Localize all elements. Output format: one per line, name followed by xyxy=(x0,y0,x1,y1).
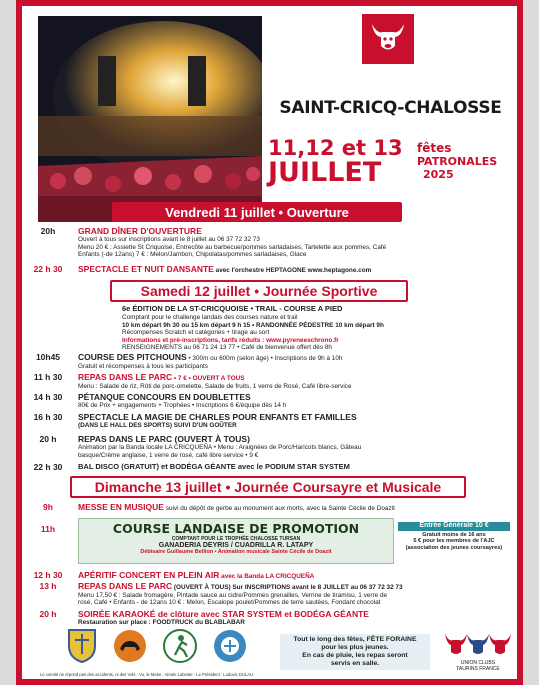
fetes-line3: 2025 xyxy=(423,168,454,181)
bull-head-icon xyxy=(369,20,407,59)
entry-line: 5 € pour les membres de l'AJC xyxy=(413,538,495,545)
bull-silhouette-icon xyxy=(113,629,147,668)
event-time: 13 h xyxy=(39,581,57,591)
event-line: 10 km départ 9h 30 ou 15 km départ 9 h 15 • RANDONNÉE PÉDESTRE 10 km départ 9h xyxy=(122,321,384,329)
event-line: basque/Crème anglaise, 1 verre de rosé, café libre service • 9 € xyxy=(78,451,259,459)
event-title: SOIRÉE KARAOKÉ de clôture avec STAR SYSTEM et BODÉGA GÉANTE xyxy=(78,609,369,619)
event-line: Récompenses Scratch et catégories + tirage au sort xyxy=(122,329,270,337)
course-landaise-box xyxy=(78,518,394,564)
rain-line3: En cas de pluie, les repas seront xyxy=(302,652,408,659)
event-time: 22 h 30 xyxy=(33,264,63,274)
event-time: 20 h xyxy=(39,609,57,619)
sports-club-icon xyxy=(213,629,247,668)
event-line: Menu : Salade de riz, Rôti de porc-omelette, Salade de fruits, 1 verre de Rosé, Café libre-service xyxy=(78,382,352,390)
friday-banner: Vendredi 11 juillet • Ouverture xyxy=(112,202,402,222)
promo-credits: Débisaire Guillaume Bellion • Animation musicale Sainte Cécile de Doazit xyxy=(140,549,332,555)
event-title: REPAS DANS LE PARC xyxy=(78,581,173,591)
event-title: BAL DISCO (GRATUIT) et BODÉGA GÉANTE avec le PODIUM STAR SYSTEM xyxy=(78,462,350,471)
event-line: rosé, Café • Enfants - de 12ans 10 € : Melon, Escalope poulet/Pommes de terre sautées, Fondant chocolat xyxy=(78,599,381,607)
rain-line1: Tout le long des fêtes, FÊTE FORAINE xyxy=(293,636,417,643)
footer-legal: Le comité ne répond pas des accidents, ni des Vols - Vu, le Maire : Aimée Labeste - Le Président : Ludovic DULAU xyxy=(40,672,254,677)
event-time: 16 h 30 xyxy=(33,412,63,422)
event-line: suivi du dépôt de gerbe au monument aux morts, avec la Sainte Cécile de Doazit xyxy=(165,505,395,512)
uct-line1: UNION CLUBS xyxy=(460,660,496,666)
sponsor-logos xyxy=(52,628,262,668)
uct-logo xyxy=(442,630,514,672)
event-title: GRAND DÎNER D'OUVERTURE xyxy=(78,226,202,236)
event-time: 20 h xyxy=(39,434,57,444)
promo-title: COURSE LANDAISE DE PROMOTION xyxy=(112,521,360,536)
event-title: REPAS DANS LE PARC xyxy=(78,372,173,382)
event-time: 9h xyxy=(43,502,53,512)
fetes-line2: PATRONALES xyxy=(417,155,498,168)
event-time: 12 h 30 xyxy=(33,570,63,580)
event-line: Menu 20 € : Assiette St Criquoise, Entrecôte au barbecue/pommes sarladaises, Tartelette aux pommes, Café xyxy=(78,243,387,251)
event-line: Gratuit et récompenses à tous les participants xyxy=(78,362,209,370)
event-line: • 7 € • OUVERT A TOUS xyxy=(173,375,245,382)
event-title: MESSE EN MUSIQUE xyxy=(78,502,164,512)
town-crest-icon xyxy=(67,628,97,669)
event-time: 10h45 xyxy=(35,352,61,362)
uct-line2: TAURINS FRANCE xyxy=(456,665,500,672)
bull-logo xyxy=(362,14,414,64)
poster-sheet xyxy=(22,6,517,679)
event-line: Comptant pour le challenge landais des courses nature et trail xyxy=(122,314,298,321)
event-time: 14 h 30 xyxy=(33,392,63,402)
event-title: COURSE DES PITCHOUNS xyxy=(78,352,187,362)
event-line: (DANS LE HALL DES SPORTS) SUIVI D'UN GOÛTER xyxy=(78,422,237,429)
entry-price-box xyxy=(398,522,510,551)
event-line: Menu 17,50 € : Salade fromagère, Pintade sauce au cidre/Pommes grenailles, Verrine de tiramisu, 1 verre de xyxy=(78,591,388,599)
fetes-title xyxy=(417,142,497,181)
event-title: SPECTACLE ET NUIT DANSANTE xyxy=(78,264,214,274)
sunday-banner: Dimanche 13 juillet • Journée Coursayre et Musicale xyxy=(70,476,466,498)
event-line: (OUVERT À TOUS) Sur INSCRIPTIONS avant le 8 JUILLET au 06 37 72 32 73 xyxy=(173,584,403,591)
event-title: APÉRITIF CONCERT EN PLEIN AIR xyxy=(78,570,220,580)
event-line: Informations et pré-inscriptions, tarifs réduits : www.pyreneeschrono.fr xyxy=(122,336,339,344)
event-title: REPAS DANS LE PARC (OUVERT À TOUS) xyxy=(78,434,250,444)
event-time: 11h xyxy=(40,524,56,534)
concert-photo xyxy=(38,16,262,222)
event-line: avec la Banda LA CRICQUEÑA xyxy=(221,573,315,580)
event-title: PÉTANQUE CONCOURS EN DOUBLETTES xyxy=(78,392,251,402)
rain-notice xyxy=(280,634,430,670)
event-line: Animation par la Banda locale LA CRICQUEÑA • Menu : Araignées de Porc/Haricots blancs, Gâteau xyxy=(78,444,362,451)
dates-days: 11,12 et 13 xyxy=(268,136,403,160)
uct-bulls-icon xyxy=(443,643,513,660)
promo-sub: COMPTANT POUR LE TROPHÉE CHALOSSE TURSAN xyxy=(171,536,301,542)
event-line: Restauration sur place : FOODTRUCK du BLABLABAR xyxy=(78,619,245,626)
festival-dates xyxy=(268,138,403,187)
event-line: 80€ de Prix + engagements + Trophées • Inscriptions 6 €/équipe dès 14 h xyxy=(78,402,287,409)
event-time: 11 h 30 xyxy=(33,372,63,382)
event-line: Enfants (-de 12ans) 7 € : Melon/Jambon, Chipolatas/pommes sarladaises, Glace xyxy=(78,251,307,259)
saturday-banner: Samedi 12 juillet • Journée Sportive xyxy=(110,280,408,302)
town-name: SAINT-CRICQ-CHALOSSE xyxy=(279,98,502,118)
event-time: 20h xyxy=(40,226,56,236)
event-title: SPECTACLE LA MAGIE DE CHARLES POUR ENFANTS ET FAMILLES xyxy=(78,412,357,422)
promo-ganaderia: GANADERIA DEYRIS / CUADRILLA R. LATAPY xyxy=(158,542,314,549)
fetes-line1: fêtes xyxy=(417,141,452,155)
trail-runner-icon xyxy=(163,629,197,668)
rain-line4: servis en salle. xyxy=(330,660,380,667)
rain-line2: pour les plus jeunes. xyxy=(321,644,389,651)
event-line: • 300m ou 600m (selon âge) • Inscriptions de 9h à 10h xyxy=(188,355,343,362)
entry-line: (association des jeunes coursayres) xyxy=(405,544,503,551)
event-time: 22 h 30 xyxy=(33,462,63,472)
event-title: 6e ÉDITION DE LA ST-CRICQUOISE • TRAIL - COURSE A PIED xyxy=(122,304,343,313)
dates-month: JUILLET xyxy=(268,157,382,188)
entry-head: Entrée Générale 10 € xyxy=(398,522,510,531)
event-line: avec l'orchestre HEPTAGONE www.heptagone.com xyxy=(215,267,372,274)
event-line: RENSEIGNEMENTS au 06 71 24 13 77 • Café de bienvenue offert dès 8h xyxy=(122,344,332,352)
poster-frame xyxy=(16,0,523,685)
entry-line: Gratuit moins de 16 ans xyxy=(422,531,486,538)
event-line: Ouvert à tous sur inscriptions avant le 8 juillet au 06 37 72 32 73 xyxy=(78,236,260,243)
